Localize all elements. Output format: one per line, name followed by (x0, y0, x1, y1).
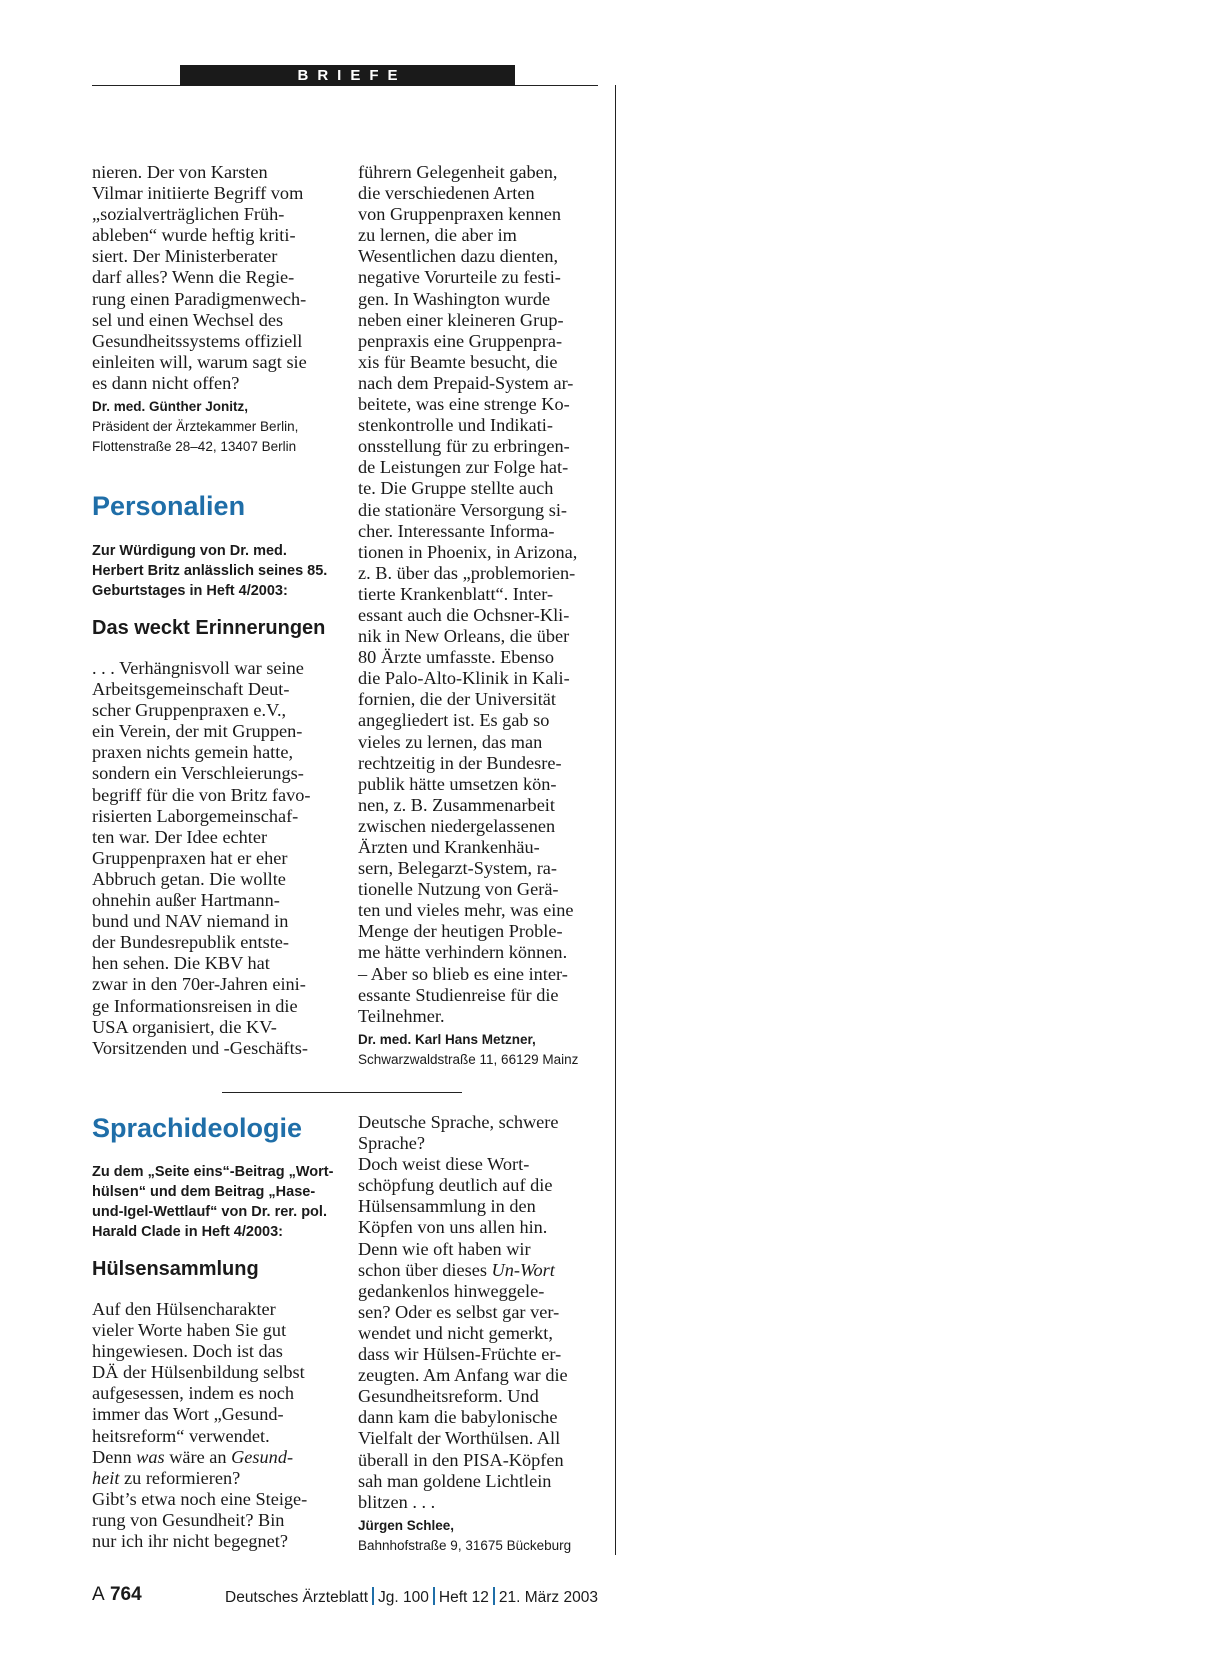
page-prefix: A (92, 1584, 105, 1605)
text-run: Denn (92, 1446, 137, 1467)
paragraph: Gibt’s etwa noch eine Steige- rung von Gesundheit? Bin nur ich ihr nicht begegnet? (92, 1488, 308, 1552)
paragraph-line (92, 1468, 337, 1489)
letter-address: Bahnhofstraße 9, 31675 Bückeburg (358, 1537, 572, 1553)
italic-run: Un-Wort (491, 1259, 555, 1280)
paragraph-line (92, 1447, 337, 1468)
letter-schlee (358, 1112, 603, 1556)
rubric-sprachideologie: Sprachideologie (92, 1113, 303, 1143)
separator (372, 1587, 374, 1605)
italic-run: was (136, 1446, 165, 1467)
letter-author: Dr. med. Karl Hans Metzner, (358, 1031, 536, 1047)
letter-body-left (92, 1299, 337, 1552)
paragraph: gedankenlos hinweggele- sen? Oder es selbst gar ver- wendet und nicht gemerkt, dass wir Hülsen-Früchte er- zeugten. Am Anfang war die Gesundheitsreform. Und dann kam die babylonische Vielfalt der Worthülsen. All überall in den PISA-Köpfen sah man goldene Lichtlein blitzen . . . (358, 1280, 568, 1512)
journal-name: Deutsches Ärzteblatt (225, 1589, 369, 1606)
letter-body: nieren. Der von Karsten Vilmar initiierte Begriff vom „sozialverträglichen Früh- ableben“ wurde heftig kriti- siert. Der Ministerberater darf alles? Wenn die Regie- rung einen Paradigmenwech- sel und einen Wechsel des Gesundheitssystems offiziell einleiten will, warum sagt sie es dann nicht offen? (92, 162, 307, 393)
letter-metzner (358, 162, 603, 1070)
letter-body-left: . . . Verhängnisvoll war seine Arbeitsgemeinschaft Deut- scher Gruppenpraxen e.V., ein Verein, der mit Gruppen- praxen nichts gemein hatte, sondern ein Verschleierungs- begriff für die von Britz favo- risierten Laborgemeinschaf- ten war. Der Idee echter Gruppenpraxen hat er eher Abbruch getan. Die wollte ohnehin außer Hartmann- bund und NAV niemand in der Bundesrepublik entste- hen sehen. Die KBV hat zwar in den 70er-Jahren eini- ge Informationsreisen in die USA organisiert, die KV- Vorsitzenden und -Geschäfts- (92, 658, 311, 1058)
letter-body-right: führern Gelegenheit gaben, die verschiedenen Arten von Gruppenpraxen kennen zu lernen, die aber im Wesentlichen dazu dienten, negative Vorurteile zu festi- gen. In Washington wurde neben einer kleineren Grup- penpraxis eine Gruppenpra- xis für Beamte besucht, die nach dem Prepaid-System ar- beitete, was eine strenge Ko- stenkontrolle und Indikati- onsstellung für zu erbringen- de Leistungen zur Folge hat- te. Die Gruppe stellte auch die stationäre Versorgung si- cher. Interessante Informa- tionen in Phoenix, in Arizona, z. B. über das „problemorien- tierte Krankenblatt“. Inter- essant auch die Ochsner-Kli- nik in New Orleans, die über 80 Ärzte umfasste. Ebenso die Palo-Alto-Klinik in Kali- fornien, die der Universität angegliedert ist. Es gab so vieles zu lernen, das man rechtzeitig in der Bundesre- publik hätte umsetzen kön- nen, z. B. Zusammenarbeit zwischen niedergelassenen Ärzten und Krankenhäu- sern, Belegarzt-System, ra- tionelle Nutzung von Gerä- ten und vieles mehr, was eine Menge der heutigen Proble- me hätte verhindern können. – Aber so blieb es eine inter- essante Studienreise für die Teilnehmer. (358, 162, 578, 1026)
page-number (92, 1583, 142, 1607)
letter-address: Schwarzwaldstraße 11, 66129 Mainz (358, 1051, 579, 1067)
text-run: wäre an (164, 1446, 232, 1467)
separator (433, 1587, 435, 1605)
text-run: zu reformieren? (119, 1467, 241, 1488)
footer-citation (225, 1587, 598, 1608)
section-label: BRIEFE (180, 65, 515, 86)
page-number-value: 764 (109, 1584, 142, 1605)
section-divider (222, 1092, 462, 1093)
italic-run: heit (92, 1467, 120, 1488)
separator (493, 1587, 495, 1605)
letter-author: Jürgen Schlee, (358, 1517, 455, 1533)
letter-address: Präsident der Ärztekammer Berlin, Flottenstraße 28–42, 13407 Berlin (92, 419, 299, 455)
paragraph: Deutsche Sprache, schwere Sprache? Doch weist diese Wort- schöpfung deutlich auf die Hülsensammlung in den Köpfen von uns allen hin. Denn wie oft haben wir (358, 1112, 559, 1259)
sprachideologie-section (92, 1112, 337, 1552)
letter-author: Dr. med. Günther Jonitz, (92, 399, 249, 415)
letter-reference: Zur Würdigung von Dr. med. Herbert Britz anlässlich seines 85. Geburtstages in Heft 4/2003: (92, 543, 328, 599)
paragraph-line (358, 1260, 603, 1281)
journal-date: 21. März 2003 (498, 1589, 598, 1606)
rubric-personalien: Personalien (92, 491, 246, 521)
italic-run: Gesund- (231, 1446, 294, 1467)
column-rule (615, 85, 616, 1555)
text-run: schon über dieses (358, 1259, 492, 1280)
journal-issue: Heft 12 (438, 1589, 489, 1606)
letter-headline: Hülsensammlung (92, 1258, 259, 1280)
personalien-section (92, 490, 337, 1059)
paragraph: Auf den Hülsencharakter vieler Worte haben Sie gut hingewiesen. Doch ist das DÄ der Hülsenbildung selbst aufgesessen, indem es noch immer das Wort „Gesund- heitsreform“ verwendet. (92, 1299, 305, 1446)
letter-jonitz (92, 162, 337, 457)
letter-reference: Zu dem „Seite eins“-Beitrag „Wort- hülsen“ und dem Beitrag „Hase- und-Igel-Wettlauf“ von Dr. rer. pol. Harald Clade in Heft 4/2003: (92, 1164, 334, 1240)
journal-volume: Jg. 100 (378, 1589, 429, 1606)
letter-headline: Das weckt Erinnerungen (92, 617, 326, 639)
